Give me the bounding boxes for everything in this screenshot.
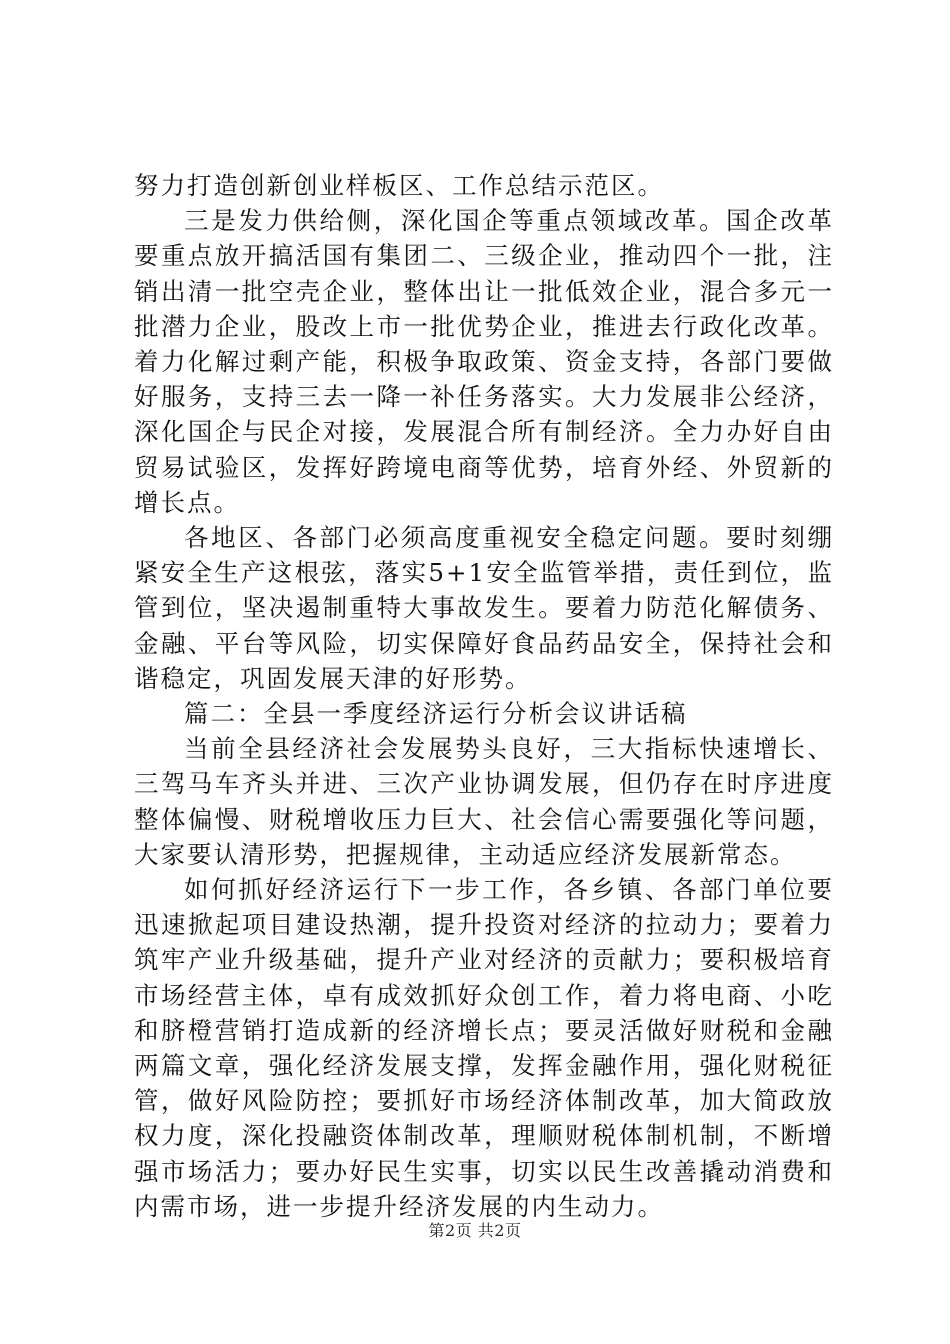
- paragraph-situation: 当前全县经济社会发展势头良好，三大指标快速增长、三驾马车齐头并进、三次产业协调发展，但仍存在时序进度整体偏慢、财税增收压力巨大、社会信心需要强化等问题，大家要认清形势，把握规律，主动适应经济发展新常态。: [134, 734, 834, 869]
- paragraph-next-steps: 如何抓好经济运行下一步工作，各乡镇、各部门单位要迅速掀起项目建设热潮，提升投资对经济的拉动力；要着力筑牢产业升级基础，提升产业对经济的贡献力；要积极培育市场经营主体，卓有成效抓好众创工作，着力将电商、小吃和脐橙营销打造成新的经济增长点；要灵活做好财税和金融两篇文章，强化经济发展支撑，发挥金融作用，强化财税征管，做好风险防控；要抓好市场经济体制改革，加大简政放权力度，深化投融资体制改革，理顺财税体制机制，不断增强市场活力；要办好民生实事，切实以民生改善撬动消费和内需市场，进一步提升经济发展的内生动力。: [134, 875, 834, 1221]
- document-body: [134, 168, 834, 1224]
- paragraph-continuation: 努力打造创新创业样板区、工作总结示范区。: [134, 171, 664, 200]
- paragraph-reform: 三是发力供给侧，深化国企等重点领域改革。国企改革要重点放开搞活国有集团二、三级企业，推动四个一批，注销出清一批空壳企业，整体出让一批低效企业，混合多元一批潜力企业，股改上市一批优势企业，推进去行政化改革。着力化解过剩产能，积极争取政策、资金支持，各部门要做好服务，支持三去一降一补任务落实。大力发展非公经济，深化国企与民企对接，发展混合所有制经济。全力办好自由贸易试验区，发挥好跨境电商等优势，培育外经、外贸新的增长点。: [134, 206, 834, 517]
- paragraph-safety: 各地区、各部门必须高度重视安全稳定问题。要时刻绷紧安全生产这根弦，落实5+1安全监管举措，责任到位，监管到位，坚决遏制重特大事故发生。要着力防范化解债务、金融、平台等风险，切实保障好食品药品安全，保持社会和谐稳定，巩固发展天津的好形势。: [134, 523, 834, 693]
- page-number-footer: 第2页 共2页: [428, 1221, 522, 1240]
- section-heading: 篇二：全县一季度经济运行分析会议讲话稿: [184, 699, 688, 729]
